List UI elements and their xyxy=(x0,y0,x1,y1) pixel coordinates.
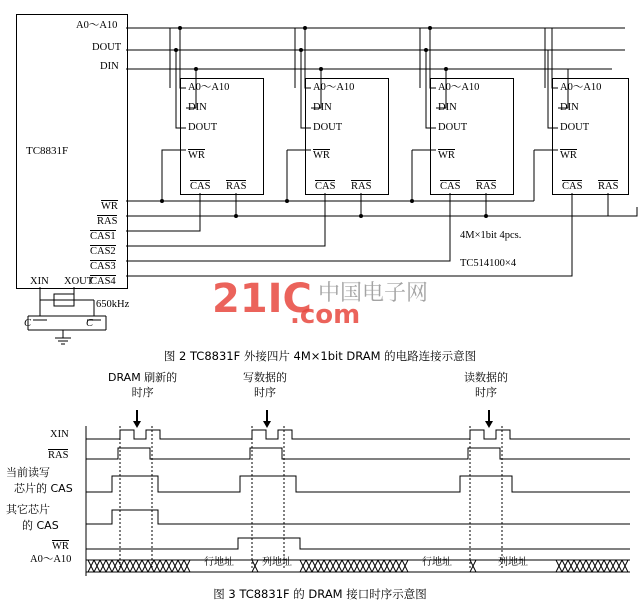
watermark-21ic: 21IC xyxy=(212,276,312,322)
controller-pin-cas2-label: CAS2 xyxy=(90,246,116,257)
annotation-refresh-line2: 时序 xyxy=(131,386,154,399)
bus-label-col-address-1: 列地址 xyxy=(262,557,292,568)
annotation-write-line1: 写数据的 xyxy=(243,371,287,384)
signal-label-other-cas-line1: 其它芯片 xyxy=(6,503,50,516)
controller-pin-cas1-label: CAS1 xyxy=(90,231,116,242)
dram3-pin-din: DIN xyxy=(438,102,457,113)
dram3-pin-a0a10: A0～A10 xyxy=(438,82,480,93)
controller-pin-wr-label: WR xyxy=(101,201,118,212)
dram3-pin-ras-label: RAS xyxy=(476,181,497,192)
controller-chip-label: TC8831F xyxy=(26,145,69,157)
controller-pin-din: DIN xyxy=(100,61,119,72)
dram2-pin-cas-label: CAS xyxy=(315,181,336,192)
dram4-pin-ras-label: RAS xyxy=(598,181,619,192)
signal-label-a0a10: A0～A10 xyxy=(30,554,72,565)
dram4-pin-din: DIN xyxy=(560,102,579,113)
controller-pin-dout: DOUT xyxy=(92,42,122,53)
signal-label-current-cas-line1: 当前读写 xyxy=(6,466,50,479)
figure-3-caption: 图 3 TC8831F 的 DRAM 接口时序示意图 xyxy=(213,587,427,601)
dram3-pin-cas-label: CAS xyxy=(440,181,461,192)
dram1-pin-dout: DOUT xyxy=(188,122,218,133)
figure-3-waveforms xyxy=(0,364,640,606)
dram4-pin-wr-label: WR xyxy=(560,150,577,161)
dram3-pin-wr-label: WR xyxy=(438,150,455,161)
controller-pin-cas4-label: CAS4 xyxy=(90,276,116,287)
dram2-pin-a0a10: A0～A10 xyxy=(313,82,355,93)
dram2-pin-din: DIN xyxy=(313,102,332,113)
controller-pin-xin: XIN xyxy=(30,276,49,287)
dram3-pin-dout: DOUT xyxy=(438,122,468,133)
dram1-pin-a0a10: A0～A10 xyxy=(188,82,230,93)
note-capacity: 4M×1bit 4pcs. xyxy=(460,230,522,241)
signal-label-ras-value: RAS xyxy=(48,450,69,461)
dram1-pin-din: DIN xyxy=(188,102,207,113)
dram1-pin-wr-label: WR xyxy=(188,150,205,161)
figure-2-caption: 图 2 TC8831F 外接四片 4M×1bit DRAM 的电路连接示意图 xyxy=(163,349,477,363)
signal-label-xin: XIN xyxy=(50,429,69,440)
watermark-cn: 中国电子网 xyxy=(318,281,429,306)
dram2-pin-dout: DOUT xyxy=(313,122,343,133)
capacitor-label-right: C xyxy=(86,318,94,329)
watermark-dotcom: .com xyxy=(290,300,361,330)
figure-3 xyxy=(0,364,640,606)
capacitor-label-left: C xyxy=(24,318,32,329)
signal-label-wr-value: WR xyxy=(52,541,69,552)
bus-label-row-address-1: 行地址 xyxy=(204,557,234,568)
annotation-refresh-line1: DRAM 刷新的 xyxy=(108,371,178,384)
dram2-pin-wr-label: WR xyxy=(313,150,330,161)
dram2-pin-ras-label: RAS xyxy=(351,181,372,192)
oscillator-frequency-label: 650kHz xyxy=(96,299,130,310)
signal-label-current-cas-line2: 芯片的 CAS xyxy=(14,482,73,495)
bus-label-col-address-2: 列地址 xyxy=(498,557,528,568)
annotation-read-line1: 读数据的 xyxy=(464,371,508,384)
annotation-write-line2: 时序 xyxy=(254,386,276,399)
dram4-pin-a0a10: A0～A10 xyxy=(560,82,602,93)
controller-pin-cas3-label: CAS3 xyxy=(90,261,116,272)
controller-pin-xout: XOUT xyxy=(64,276,94,287)
note-partnumber: TC514100×4 xyxy=(460,258,517,269)
dram4-pin-cas-label: CAS xyxy=(562,181,583,192)
signal-label-other-cas-line2: 的 CAS xyxy=(22,519,59,532)
dram1-pin-ras-label: RAS xyxy=(226,181,247,192)
bus-label-row-address-2: 行地址 xyxy=(422,557,452,568)
controller-pin-ras-label: RAS xyxy=(97,216,118,227)
dram1-pin-cas-label: CAS xyxy=(190,181,211,192)
dram4-pin-dout: DOUT xyxy=(560,122,590,133)
controller-pin-a0a10: A0～A10 xyxy=(76,20,118,31)
annotation-read-line2: 时序 xyxy=(475,386,497,399)
